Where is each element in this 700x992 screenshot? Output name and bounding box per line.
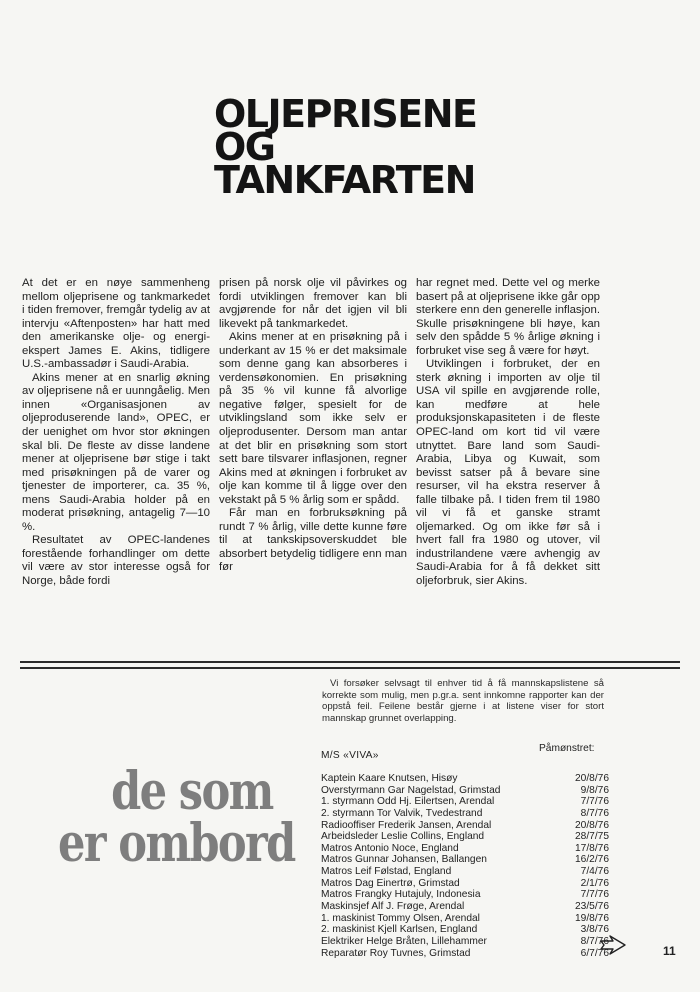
ship-name: M/S «VIVA» [321,750,379,761]
headline-line: OLJEPRISENE [214,92,477,136]
signed-on-date: 20/8/76 [575,773,609,784]
crew-list [321,773,609,959]
paragraph: prisen på norsk olje vil påvirkes og fordi utviklingen fremover kan bli avgjørende for når det igjen vil bli likevekt på tankmarkedet. [219,277,407,330]
paragraph: Akins mener at en snarlig økning av oljeprisene nå er uunngåelig. Men innen «Organisasjonen av oljeproduserende land», OPEC, er der uenighet om hvor stor økningen skal bli. De fleste av disse landene mener at oljeprisene bør stige i takt med prisøkningen på de varer og tjenester de importerer, ca. 35 %, mens Saudi-Arabia holder på en moderat prisøkning, antagelig 7—10 %. [22,371,210,533]
article-column-2 [219,277,407,575]
crew-member-name: Maskinsjef Alf J. Frøge, Arendal [321,901,465,913]
paragraph: har regnet med. Dette vel og merke basert på at oljeprisene ikke går opp sterkere enn den generelle inflasjon. Skulle prisøkningene bli høye, kan selv den spådde 5 % årlige økning i forbruket vise seg å være for høyt. [416,277,600,357]
crew-member-name: Matros Frangky Hutajuly, Indonesia [321,889,481,901]
signed-on-date: 7/7/76 [580,796,609,808]
signed-on-date: 3/8/76 [580,924,609,936]
signed-on-date: 28/7/75 [575,831,609,843]
crew-member-name: Reparatør Roy Tuvnes, Grimstad [321,947,471,959]
crew-member-name: 2. styrmann Tor Valvik, Tvedestrand [321,807,483,819]
crew-row [321,843,609,855]
paragraph: Resultatet av OPEC-landenes forestående forhandlinger om dette vil være av stor interesse også for Norge, både fordi [22,534,210,588]
crew-member-name: Elektriker Helge Bråten, Lillehammer [321,935,487,947]
signed-on-date: 9/8/76 [580,784,609,796]
headline-line: OG [214,125,275,169]
title-line: de som [111,761,273,822]
crew-row [321,913,609,925]
crew-intro-text: Vi forsøker selvsagt til enhver tid å få mannskapslistene så korrekte som mulig, men p.gr.a. sent innkomne rapporter kan der oppstå feil. Feilene består gjerne i at listene viser for stort mannskap grunnet overlapping. [322,678,604,724]
crew-member-name: Arbeidsleder Leslie Collins, England [321,831,485,843]
crew-row [321,866,609,878]
signed-on-date: 7/4/76 [580,866,609,878]
crew-row [321,773,609,785]
signed-on-date: 23/5/76 [575,901,609,913]
date-column-header: Påmønstret: [539,743,595,754]
crew-member-name: 2. maskinist Kjell Karlsen, England [321,924,478,936]
crew-member-name: 1. maskinist Tommy Olsen, Arendal [321,912,480,924]
crew-member-name: Radiooffiser Frederik Jansen, Arendal [321,819,492,831]
crew-member-name: Kaptein Kaare Knutsen, Hisøy [321,773,458,784]
paragraph: At det er en nøye sammenheng mellom oljeprisene og tankmarkedet i tiden fremover, fremgår tydelig av at intervju «Aftenposten» har hatt med den amerikanske olje- og energi-ekspert James E. Akins, tidligere U.S.-ambassadør i Saudi-Arabia. [22,277,210,371]
crew-row [321,878,609,890]
crew-member-name: Matros Gunnar Johansen, Ballangen [321,854,487,866]
article-column-3 [416,277,600,589]
paragraph: Akins mener at en prisøkning på i underkant av 15 % er det maksimale som denne gang kan absorberes i verdensøkonomien. En prisøkning på 35 % vil kunne få alvorlige negative følger, spesielt for de utviklingsland som ikke selv er oljeprodusenter. Dersom man antar at det blir en prisøkning som stort sett bare tilsvarer inflasjonen, regner Akins med at økningen i forbruket av olje kan komme til å ligge over den vekstakt på 5 % årlig som er spådd. [219,331,407,506]
crew-row [321,924,609,936]
crew-row [321,936,609,948]
crew-row [321,820,609,832]
signed-on-date: 16/2/76 [575,854,609,866]
crew-row [321,854,609,866]
paragraph: Utviklingen i forbruket, der en sterk økning i importen av olje til USA vil spille en avgjørende rolle, kan medføre at hele produksjonskapasiteten i de fleste OPEC-land om kort tid vil være utnyttet. Bare land som Saudi-Arabia, Libya og Kuwait, som bevisst satser på å bevare sine resurser, vil ha ekstra reserver å falle tilbake på. I tiden frem til 1980 vil vi få et ganske stramt oljemarked. Og om ikke før så i hvert fall fra 1980 og utover, vil industrilandene være avhengig av Saudi-Arabia for å få dekket sitt oljeforbruk, sier Akins. [416,358,600,588]
signed-on-date: 2/1/76 [580,877,609,889]
signed-on-date: 8/7/76 [580,935,609,947]
crew-row [321,796,609,808]
crew-row [321,785,609,797]
signed-on-date: 20/8/76 [575,819,609,831]
crew-row [321,808,609,820]
signed-on-date: 19/8/76 [575,912,609,924]
paragraph: Får man en forbruksøkning på rundt 7 % årlig, ville dette kunne føre til at tankskipsoverskuddet ble absorbert betydelig tidligere enn man før [219,507,407,574]
crew-member-name: Matros Antonio Noce, England [321,842,459,854]
crew-section-title [58,761,295,874]
signed-on-date: 8/7/76 [580,807,609,819]
article-column-1 [22,277,210,589]
title-line: er ombord [58,813,295,874]
article-headline [214,92,477,202]
crew-member-name: Overstyrmann Gar Nagelstad, Grimstad [321,784,501,796]
divider [20,661,680,663]
crew-member-name: 1. styrmann Odd Hj. Eilertsen, Arendal [321,796,495,808]
arrow-right-outline-icon [599,935,627,955]
crew-member-name: Matros Dag Einertrø, Grimstad [321,877,460,889]
headline-line: TANKFARTEN [214,158,475,202]
signed-on-date: 17/8/76 [575,842,609,854]
crew-row [321,901,609,913]
crew-row [321,889,609,901]
crew-member-name: Matros Leif Følstad, England [321,866,452,878]
signed-on-date: 6/7/76 [580,947,609,959]
divider [20,667,680,669]
crew-row [321,948,609,960]
page-number: 11 [663,944,676,958]
crew-row [321,831,609,843]
signed-on-date: 7/7/76 [580,889,609,901]
